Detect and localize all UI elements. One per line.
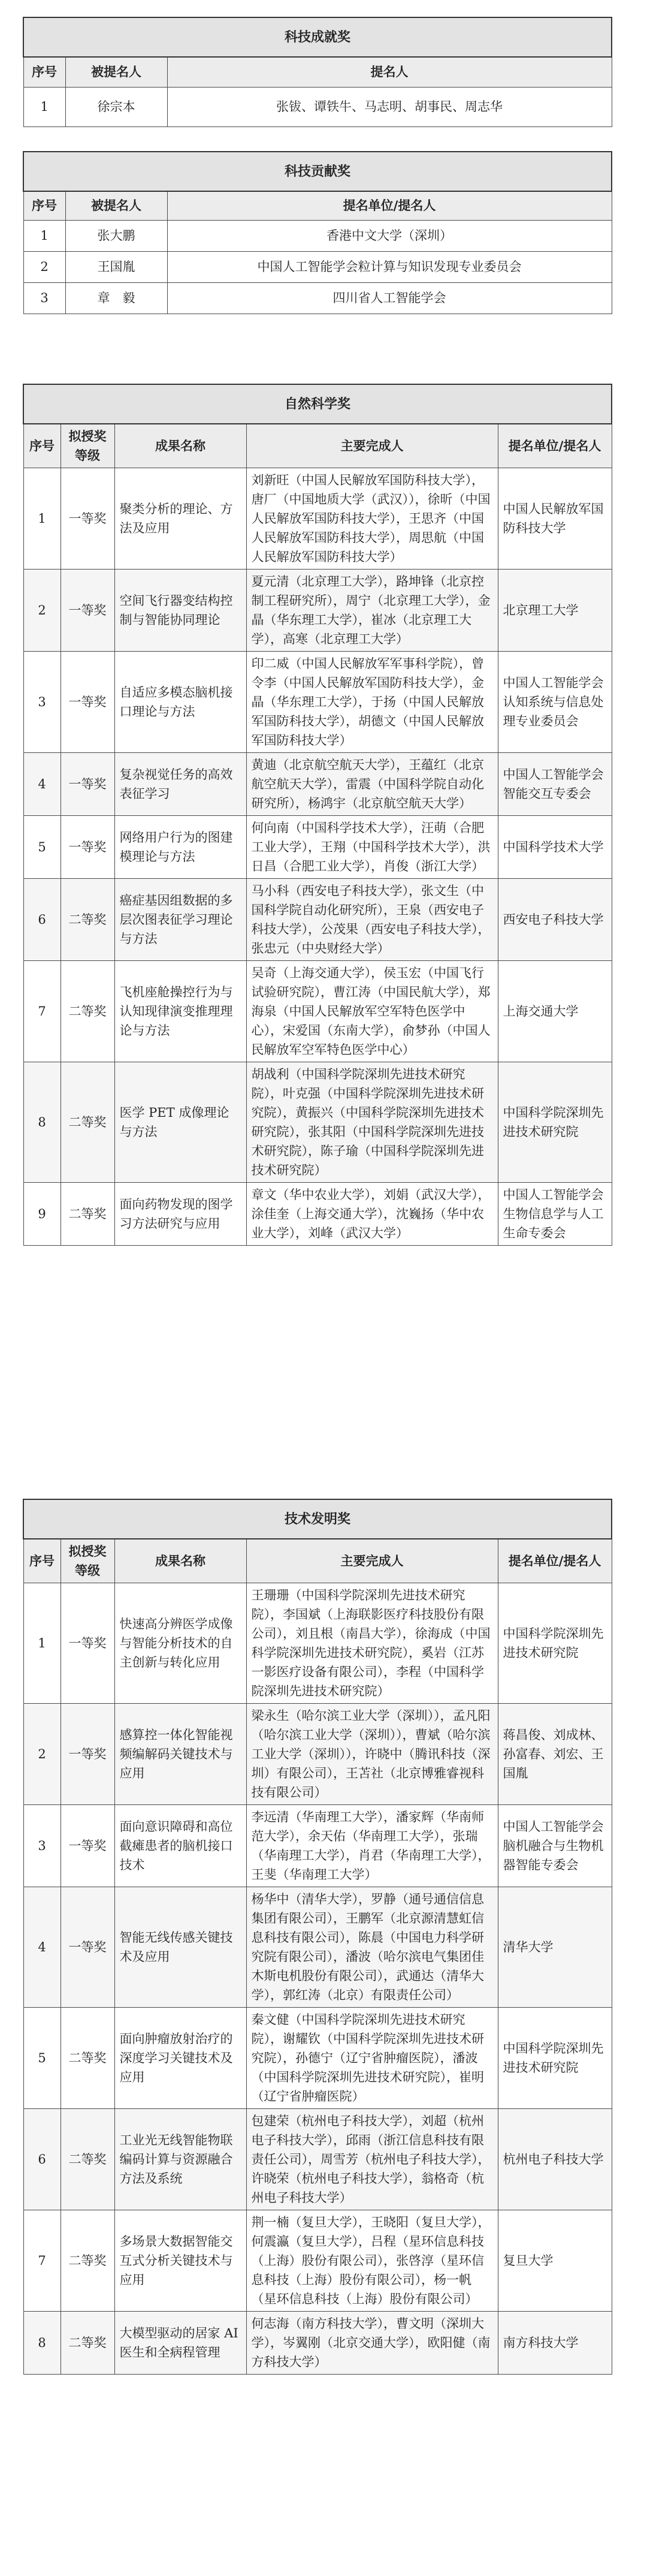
row-main-contributors: 胡战利（中国科学院深圳先进技术研究院），叶克强（中国科学院深圳先进技术研究院），黄振兴（中国科学院深圳先进技术研究院），张其阳（中国科学院深圳先进技术研究院），陈子瑜（中国科学院深圳先进技术研究院） — [246, 1062, 498, 1183]
row-no: 5 — [23, 816, 61, 879]
achievement-title: 科技成就奖 — [23, 17, 612, 57]
col-header-no: 序号 — [23, 57, 65, 87]
row-level: 一等奖 — [61, 652, 114, 753]
row-nominator: 香港中文大学（深圳） — [167, 220, 612, 251]
row-level: 二等奖 — [61, 961, 114, 1062]
row-level: 一等奖 — [61, 1704, 114, 1805]
table-row — [23, 1887, 612, 2008]
row-main-contributors: 杨华中（清华大学），罗静（通号通信信息集团有限公司），王鹏军（北京源清慧虹信息科技有限公司），陈晨（中国电力科学研究院有限公司），潘波（哈尔滨电气集团佳木斯电机股份有限公司），武通达（清华大学），郭红涛（北京）有限责任公司） — [246, 1887, 498, 2008]
row-nominator: 四川省人工智能学会 — [167, 282, 612, 314]
table-row — [23, 282, 612, 314]
table-row — [23, 2210, 612, 2312]
row-no: 5 — [23, 2008, 61, 2109]
row-nominator: 上海交通大学 — [498, 961, 612, 1062]
row-level: 一等奖 — [61, 816, 114, 879]
table-row — [23, 2312, 612, 2375]
col-header-nominee: 被提名人 — [65, 191, 167, 220]
row-nominator: 复旦大学 — [498, 2210, 612, 2312]
row-achievement-name: 自适应多模态脑机接口理论与方法 — [114, 652, 246, 753]
table-row — [23, 251, 612, 282]
row-nominee: 徐宗本 — [65, 87, 167, 126]
table-row — [23, 2109, 612, 2210]
row-nominator: 南方科技大学 — [498, 2312, 612, 2375]
row-nominators: 张钹、谭铁牛、马志明、胡事民、周志华 — [167, 87, 612, 126]
row-level: 二等奖 — [61, 2109, 114, 2210]
row-nominator: 中国人工智能学会粒计算与知识发现专业委员会 — [167, 251, 612, 282]
achievement-table — [23, 17, 612, 127]
table-row — [23, 87, 612, 126]
row-no: 7 — [23, 961, 61, 1062]
col-header-nominee: 被提名人 — [65, 57, 167, 87]
row-nominator: 中国科学院深圳先进技术研究院 — [498, 1583, 612, 1704]
row-nominator: 中国科学技术大学 — [498, 816, 612, 879]
row-main-contributors: 夏元清（北京理工大学），路坤锋（北京控制工程研究所），周宁（北京理工大学），金晶（华东理工大学），崔冰（北京理工大学），高寒（北京理工大学） — [246, 570, 498, 652]
col-header-nominator: 提名人 — [167, 57, 612, 87]
row-level: 二等奖 — [61, 2210, 114, 2312]
row-nominator: 蒋昌俊、刘成林、孙富春、刘宏、王国胤 — [498, 1704, 612, 1805]
row-achievement-name: 医学 PET 成像理论与方法 — [114, 1062, 246, 1183]
row-main-contributors: 包建荣（杭州电子科技大学），刘超（杭州电子科技大学），邱雨（浙江信息科技有限责任公司），周雪芳（杭州电子科技大学），许晓荣（杭州电子科技大学），翁格奇（杭州电子科技大学） — [246, 2109, 498, 2210]
row-level: 二等奖 — [61, 1183, 114, 1246]
row-nominator: 清华大学 — [498, 1887, 612, 2008]
row-no: 8 — [23, 2312, 61, 2375]
table-row — [23, 961, 612, 1062]
row-achievement-name: 智能无线传感关键技术及应用 — [114, 1887, 246, 2008]
row-nominator: 中国科学院深圳先进技术研究院 — [498, 2008, 612, 2109]
col-header-people: 主要完成人 — [246, 424, 498, 468]
row-no: 6 — [23, 2109, 61, 2210]
col-header-name: 成果名称 — [114, 424, 246, 468]
row-main-contributors: 王珊珊（中国科学院深圳先进技术研究院），李国斌（上海联影医疗科技股份有限公司），刘且根（南昌大学），徐海成（中国科学院深圳先进技术研究院），奚岩（江苏一影医疗设备有限公司），李程（中国科学院深圳先进技术研究院） — [246, 1583, 498, 1704]
table-row — [23, 1583, 612, 1704]
row-achievement-name: 快速高分辨医学成像与智能分析技术的自主创新与转化应用 — [114, 1583, 246, 1704]
col-header-no: 序号 — [23, 191, 65, 220]
table-row — [23, 570, 612, 652]
invention-title: 技术发明奖 — [23, 1499, 612, 1539]
table-row — [23, 1183, 612, 1246]
col-header-name: 成果名称 — [114, 1539, 246, 1583]
row-achievement-name: 复杂视觉任务的高效表征学习 — [114, 753, 246, 816]
row-level: 一等奖 — [61, 753, 114, 816]
row-no: 1 — [23, 220, 65, 251]
row-nominator: 中国科学院深圳先进技术研究院 — [498, 1062, 612, 1183]
row-main-contributors: 刘新旺（中国人民解放军国防科技大学），唐厂（中国地质大学（武汉）），徐昕（中国人民解放军国防科技大学），王思齐（中国人民解放军国防科技大学），周思航（中国人民解放军国防科技大学） — [246, 468, 498, 570]
row-no: 8 — [23, 1062, 61, 1183]
row-achievement-name: 飞机座舱操控行为与认知现律演变推理理论与方法 — [114, 961, 246, 1062]
row-achievement-name: 感算控一体化智能视频编解码关键技术与应用 — [114, 1704, 246, 1805]
row-nominator: 中国人工智能学会生物信息学与人工生命专委会 — [498, 1183, 612, 1246]
row-main-contributors: 印二威（中国人民解放军军事科学院），曾令李（中国人民解放军国防科技大学），金晶（华东理工大学），于扬（中国人民解放军国防科技大学），胡德文（中国人民解放军国防科技大学） — [246, 652, 498, 753]
row-achievement-name: 空间飞行器变结构控制与智能协同理论 — [114, 570, 246, 652]
row-no: 9 — [23, 1183, 61, 1246]
row-achievement-name: 大模型驱动的居家 AI 医生和全病程管理 — [114, 2312, 246, 2375]
col-header-level: 拟授奖等级 — [61, 424, 114, 468]
table-row — [23, 879, 612, 961]
row-achievement-name: 面向药物发现的图学习方法研究与应用 — [114, 1183, 246, 1246]
row-no: 2 — [23, 251, 65, 282]
row-achievement-name: 工业光无线智能物联编码计算与资源融合方法及系统 — [114, 2109, 246, 2210]
table-row — [23, 816, 612, 879]
row-no: 7 — [23, 2210, 61, 2312]
row-achievement-name: 面向意识障碍和高位截瘫患者的脑机接口技术 — [114, 1805, 246, 1887]
row-no: 6 — [23, 879, 61, 961]
invention-table — [23, 1499, 612, 2375]
row-no: 3 — [23, 652, 61, 753]
row-main-contributors: 何志海（南方科技大学），曹文明（深圳大学），岑翼刚（北京交通大学），欧阳健（南方科技大学） — [246, 2312, 498, 2375]
row-nominator: 中国人工智能学会智能交互专委会 — [498, 753, 612, 816]
table-row — [23, 468, 612, 570]
row-no: 1 — [23, 87, 65, 126]
row-main-contributors: 荆一楠（复旦大学），王晓阳（复旦大学），何震瀛（复旦大学），吕程（星环信息科技（上海）股份有限公司），张啓淳（星环信息科技（上海）股份有限公司），杨一帆（星环信息科技（上海）股份有限公司） — [246, 2210, 498, 2312]
row-main-contributors: 梁永生（哈尔滨工业大学（深圳）），孟凡阳（哈尔滨工业大学（深圳）），曹斌（哈尔滨工业大学（深圳）），许晓中（腾讯科技（深圳）有限公司），王苫社（北京博雅睿视科技有限公司） — [246, 1704, 498, 1805]
col-header-people: 主要完成人 — [246, 1539, 498, 1583]
row-no: 4 — [23, 1887, 61, 2008]
row-nominator: 北京理工大学 — [498, 570, 612, 652]
row-level: 一等奖 — [61, 1887, 114, 2008]
col-header-nominator: 提名单位/提名人 — [167, 191, 612, 220]
row-level: 一等奖 — [61, 570, 114, 652]
row-no: 1 — [23, 468, 61, 570]
row-nominator: 中国人民解放军国防科技大学 — [498, 468, 612, 570]
row-main-contributors: 何向南（中国科学技术大学），汪萌（合肥工业大学），王翔（中国科学技术大学），洪日昌（合肥工业大学），肖俊（浙江大学） — [246, 816, 498, 879]
contribution-title: 科技贡献奖 — [23, 152, 612, 191]
row-nominator: 中国人工智能学会脑机融合与生物机器智能专委会 — [498, 1805, 612, 1887]
row-main-contributors: 李远清（华南理工大学），潘家辉（华南师范大学），余天佑（华南理工大学），张瑞（华南理工大学），肖君（华南理工大学），王斐（华南理工大学） — [246, 1805, 498, 1887]
row-nominator: 杭州电子科技大学 — [498, 2109, 612, 2210]
row-level: 一等奖 — [61, 1805, 114, 1887]
contribution-table — [23, 151, 612, 314]
row-no: 2 — [23, 570, 61, 652]
row-no: 3 — [23, 282, 65, 314]
row-no: 3 — [23, 1805, 61, 1887]
col-header-level: 拟授奖等级 — [61, 1539, 114, 1583]
achievement-section — [23, 17, 611, 127]
row-level: 二等奖 — [61, 1062, 114, 1183]
row-nominee: 张大鹏 — [65, 220, 167, 251]
table-row — [23, 220, 612, 251]
row-no: 4 — [23, 753, 61, 816]
row-main-contributors: 马小科（西安电子科技大学），张文生（中国科学院自动化研究所），王泉（西安电子科技大学），公茂果（西安电子科技大学），张忠元（中央财经大学） — [246, 879, 498, 961]
row-main-contributors: 秦文健（中国科学院深圳先进技术研究院），谢耀钦（中国科学院深圳先进技术研究院），孙德宁（辽宁省肿瘤医院），潘波（中国科学院深圳先进技术研究院），崔明（辽宁省肿瘤医院） — [246, 2008, 498, 2109]
invention-section — [23, 1499, 611, 2375]
table-row — [23, 1805, 612, 1887]
row-main-contributors: 章文（华中农业大学），刘娟（武汉大学），涂佳奎（上海交通大学），沈巍扬（华中农业大学），刘峰（武汉大学） — [246, 1183, 498, 1246]
col-header-no: 序号 — [23, 1539, 61, 1583]
natural-table — [23, 384, 612, 1246]
row-achievement-name: 多场景大数据智能交互式分析关键技术与应用 — [114, 2210, 246, 2312]
row-nominee: 章 毅 — [65, 282, 167, 314]
col-header-nominator: 提名单位/提名人 — [498, 1539, 612, 1583]
row-main-contributors: 吴奇（上海交通大学），侯玉宏（中国飞行试验研究院），曹江涛（中国民航大学），郑海泉（中国人民解放军空军特色医学中心），宋爱国（东南大学），俞梦孙（中国人民解放军空军特色医学中心） — [246, 961, 498, 1062]
col-header-nominator: 提名单位/提名人 — [498, 424, 612, 468]
row-achievement-name: 聚类分析的理论、方法及应用 — [114, 468, 246, 570]
row-nominator: 中国人工智能学会认知系统与信息处理专业委员会 — [498, 652, 612, 753]
row-nominee: 王国胤 — [65, 251, 167, 282]
table-row — [23, 753, 612, 816]
col-header-no: 序号 — [23, 424, 61, 468]
row-main-contributors: 黄迪（北京航空航天大学），王蕴红（北京航空航天大学），雷震（中国科学院自动化研究所），杨鸿宇（北京航空航天大学） — [246, 753, 498, 816]
table-row — [23, 2008, 612, 2109]
table-row — [23, 1062, 612, 1183]
contribution-section — [23, 151, 611, 314]
row-level: 二等奖 — [61, 2312, 114, 2375]
natural-title: 自然科学奖 — [23, 384, 612, 424]
table-row — [23, 652, 612, 753]
row-level: 二等奖 — [61, 879, 114, 961]
natural-section — [23, 384, 611, 1246]
table-row — [23, 1704, 612, 1805]
row-no: 1 — [23, 1583, 61, 1704]
row-achievement-name: 癌症基因组数据的多层次图表征学习理论与方法 — [114, 879, 246, 961]
row-achievement-name: 网络用户行为的图建模理论与方法 — [114, 816, 246, 879]
row-achievement-name: 面向肿瘤放射治疗的深度学习关键技术及应用 — [114, 2008, 246, 2109]
row-level: 一等奖 — [61, 1583, 114, 1704]
row-level: 一等奖 — [61, 468, 114, 570]
row-no: 2 — [23, 1704, 61, 1805]
row-level: 二等奖 — [61, 2008, 114, 2109]
row-nominator: 西安电子科技大学 — [498, 879, 612, 961]
